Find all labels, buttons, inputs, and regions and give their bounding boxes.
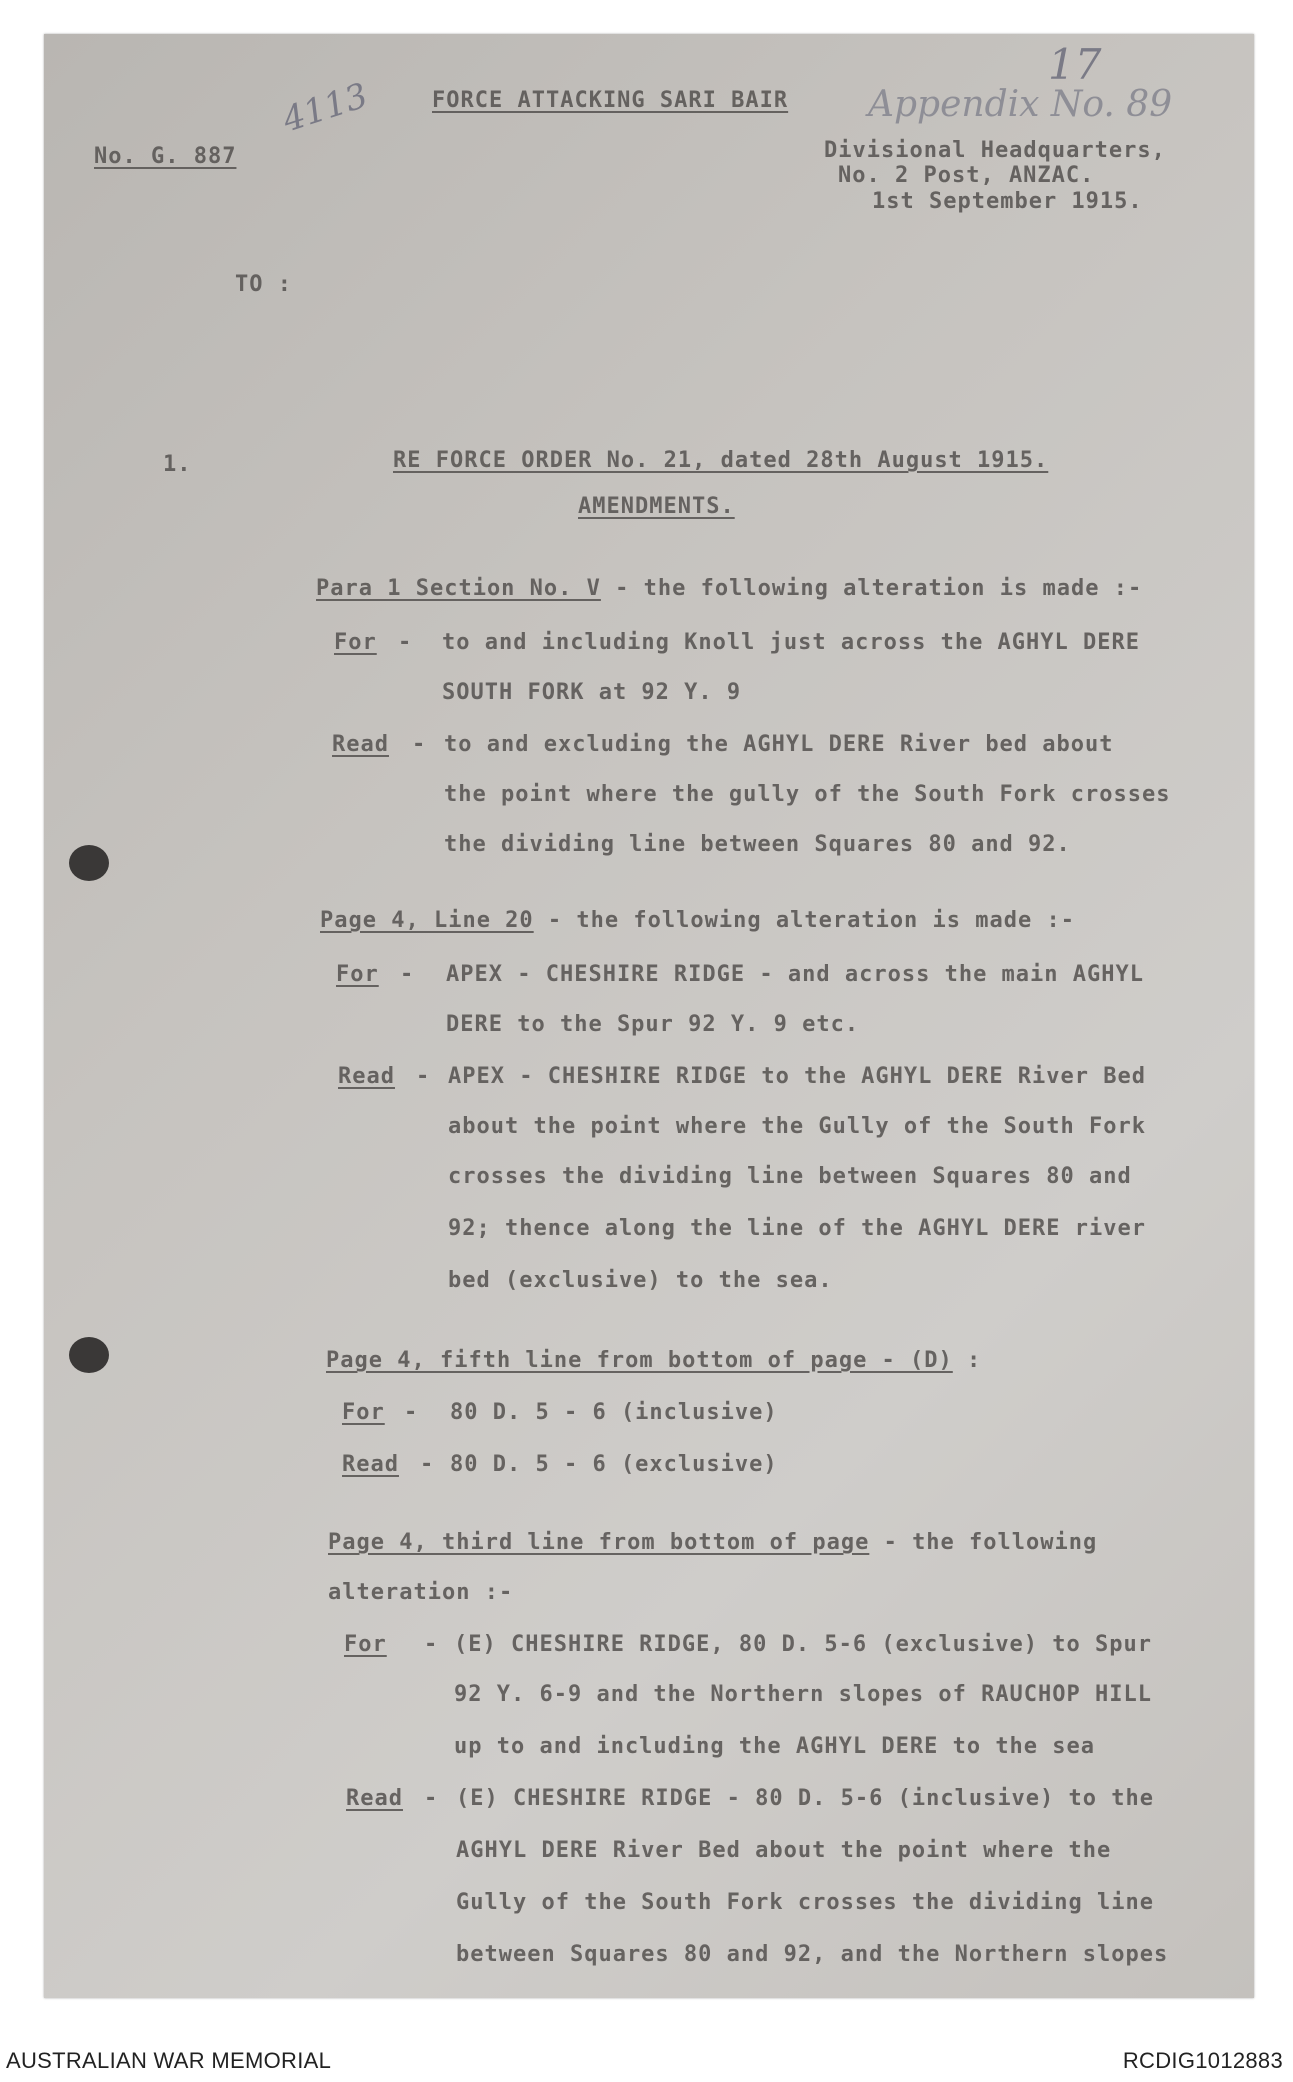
amendment-4-for-line-3: up to and including the AGHYL DERE to the sea: [454, 1734, 1096, 1759]
handwritten-folio: 4113: [277, 75, 373, 141]
amendment-1-read-line-1: to and excluding the AGHYL DERE River bed about: [444, 732, 1114, 757]
amendment-4-for-dash: -: [424, 1632, 439, 1657]
address-line-3: 1st September 1915.: [872, 189, 1143, 214]
footer-record-id: RCDIG1012883: [1122, 2048, 1283, 2073]
amendment-4-read-line-2: AGHYL DERE River Bed about the point where the: [456, 1838, 1112, 1863]
amendment-4-heading: [328, 1530, 1097, 1555]
amendment-1-for-label: For: [334, 630, 377, 655]
amendment-2-for-line-1: APEX - CHESHIRE RIDGE - and across the main AGHYL: [446, 962, 1145, 987]
punch-hole-upper: [69, 845, 109, 881]
amendment-3-for-dash: -: [404, 1400, 419, 1425]
amendment-1-for-line-2: SOUTH FORK at 92 Y. 9: [442, 680, 742, 705]
amendment-1-heading: [316, 576, 1142, 601]
file-number: No. G. 887: [94, 144, 237, 169]
amendment-4-read-line-1: (E) CHESHIRE RIDGE - 80 D. 5-6 (inclusive) to the: [456, 1786, 1155, 1811]
to-label: TO :: [235, 272, 292, 297]
handwritten-appendix: Appendix No. 89: [868, 84, 1173, 125]
amendment-3-heading: [326, 1348, 981, 1373]
item-number: 1.: [163, 452, 192, 477]
amendment-2-read-dash: -: [416, 1064, 431, 1089]
amendment-2-heading: [320, 908, 1075, 933]
amendment-1-read-line-3: the dividing line between Squares 80 and 92.: [444, 832, 1071, 857]
amendment-1-for-dash: -: [398, 630, 413, 655]
amendment-1-for-line-1: to and including Knoll just across the AGHYL DERE: [442, 630, 1141, 655]
amendment-2-read-label: Read: [338, 1064, 395, 1089]
amendment-3-for-line-1: 80 D. 5 - 6 (inclusive): [450, 1400, 778, 1425]
amendment-4-read-dash: -: [424, 1786, 439, 1811]
amendment-1-intro: - the following alteration is made :-: [600, 576, 1143, 601]
amendment-2-for-line-2: DERE to the Spur 92 Y. 9 etc.: [446, 1012, 860, 1037]
amendment-2-for-label: For: [336, 962, 379, 987]
address-line-2: No. 2 Post, ANZAC.: [838, 163, 1095, 188]
amendment-4-for-label: For: [344, 1632, 387, 1657]
amendment-3-read-line-1: 80 D. 5 - 6 (exclusive): [450, 1452, 778, 1477]
subject-line: RE FORCE ORDER No. 21, dated 28th August 1915.: [393, 448, 1049, 473]
address-line-1: Divisional Headquarters,: [824, 138, 1166, 163]
amendment-2-read-line-1: APEX - CHESHIRE RIDGE to the AGHYL DERE River Bed: [448, 1064, 1147, 1089]
amendment-2-intro: - the following alteration is made :-: [533, 908, 1076, 933]
amendment-3-intro: :: [952, 1348, 982, 1373]
amendment-2-for-dash: -: [400, 962, 415, 987]
handwritten-page-number: 17: [1048, 40, 1102, 89]
amendment-1-read-dash: -: [412, 732, 427, 757]
amendment-4-read-line-4: between Squares 80 and 92, and the Northern slopes: [456, 1942, 1169, 1967]
subject-subheading: AMENDMENTS.: [578, 494, 735, 519]
amendment-4-read-line-3: Gully of the South Fork crosses the dividing line: [456, 1890, 1155, 1915]
amendment-2-read-line-2: about the point where the Gully of the South Fork: [448, 1114, 1147, 1139]
amendment-3-for-label: For: [342, 1400, 385, 1425]
amendment-3-ref: Page 4, fifth line from bottom of page - (D): [326, 1348, 953, 1373]
document-heading: FORCE ATTACKING SARI BAIR: [432, 88, 789, 113]
amendment-2-read-line-3: crosses the dividing line between Squares 80 and: [448, 1164, 1132, 1189]
amendment-1-read-line-2: the point where the gully of the South Fork crosses: [444, 782, 1171, 807]
amendment-1-ref: Para 1 Section No. V: [316, 576, 601, 601]
amendment-2-read-line-4: 92; thence along the line of the AGHYL DERE river: [448, 1216, 1147, 1241]
amendment-4-ref: Page 4, third line from bottom of page: [328, 1530, 870, 1555]
amendment-4-for-line-1: (E) CHESHIRE RIDGE, 80 D. 5-6 (exclusive) to Spur: [454, 1632, 1153, 1657]
punch-hole-lower: [69, 1337, 109, 1373]
amendment-2-read-line-5: bed (exclusive) to the sea.: [448, 1268, 833, 1293]
footer-institution: AUSTRALIAN WAR MEMORIAL: [6, 2048, 332, 2073]
amendment-4-heading-cont: alteration :-: [328, 1580, 514, 1605]
amendment-3-read-label: Read: [342, 1452, 399, 1477]
amendment-1-read-label: Read: [332, 732, 389, 757]
amendment-2-ref: Page 4, Line 20: [320, 908, 534, 933]
amendment-4-intro: - the following: [869, 1530, 1098, 1555]
amendment-3-read-dash: -: [420, 1452, 435, 1477]
amendment-4-read-label: Read: [346, 1786, 403, 1811]
amendment-4-for-line-2: 92 Y. 6-9 and the Northern slopes of RAUCHOP HILL: [454, 1682, 1153, 1707]
